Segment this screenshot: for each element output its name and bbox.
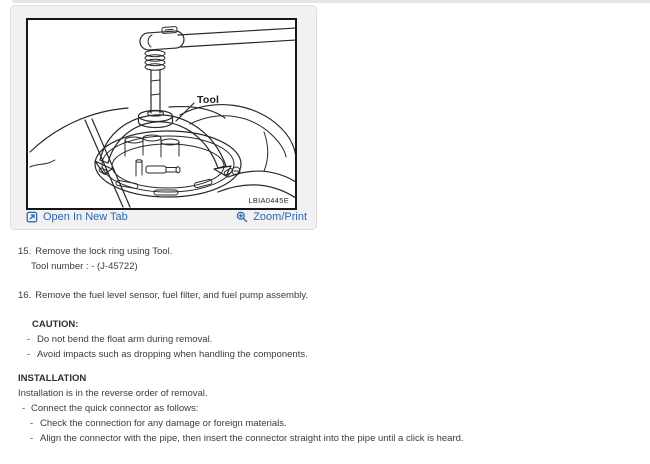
zoom-print-label: Zoom/Print (253, 210, 307, 223)
step-text: Remove the fuel level sensor, fuel filter, and fuel pump assembly. (35, 290, 309, 301)
installation-item-text: Connect the quick connector as follows: (31, 403, 199, 414)
installation-sublist (30, 416, 642, 446)
installation-subitem-text: Check the connection for any damage or foreign materials. (40, 418, 287, 429)
open-in-new-tab-label: Open In New Tab (43, 210, 128, 223)
list-marker: - (27, 349, 31, 360)
installation-section (18, 371, 642, 446)
open-in-new-tab-link[interactable] (26, 211, 128, 223)
list-item (30, 431, 642, 446)
caution-item-text: Do not bend the float arm during removal. (37, 334, 213, 345)
installation-intro: Installation is in the reverse order of removal. (18, 388, 208, 399)
list-item (22, 401, 642, 416)
step-16 (18, 288, 642, 303)
figure-actions (26, 208, 307, 225)
open-in-new-tab-icon (26, 211, 38, 223)
caution-title: CAUTION: (32, 319, 79, 330)
list-marker: - (30, 418, 34, 429)
pump-assembly-drawing (95, 131, 241, 197)
caution-item-text: Avoid impacts such as dropping when handling the components. (37, 349, 308, 360)
zoom-icon (236, 211, 248, 223)
figure-card (10, 5, 317, 230)
top-strip (12, 0, 650, 3)
instructions-content (18, 244, 642, 446)
step-text: Remove the lock ring using Tool. (35, 246, 173, 257)
zoom-print-link[interactable] (236, 211, 307, 223)
caution-block (27, 317, 642, 362)
list-item (27, 347, 642, 362)
tool-leader-line (176, 103, 194, 121)
tool-bridge-drawing (95, 115, 231, 176)
step-number: 16. (18, 290, 32, 301)
step-note: Tool number : - (J-45722) (31, 261, 138, 272)
installation-title: INSTALLATION (18, 373, 87, 384)
installation-subitem-text: Align the connector with the pipe, then insert the connector straight into the pipe until a click is heard. (40, 433, 464, 444)
list-marker: - (22, 403, 26, 414)
figure-code: LBIA0445E (248, 196, 289, 205)
list-marker: - (30, 433, 34, 444)
fuel-pump-tool-drawing (28, 20, 295, 208)
figure-image (26, 18, 297, 210)
list-item (27, 332, 642, 347)
step-15 (18, 244, 642, 274)
list-marker: - (27, 334, 31, 345)
tool-label: Tool (197, 94, 220, 106)
list-item (30, 416, 642, 431)
ratchet-drawing (139, 26, 296, 127)
step-number: 15. (18, 246, 32, 257)
